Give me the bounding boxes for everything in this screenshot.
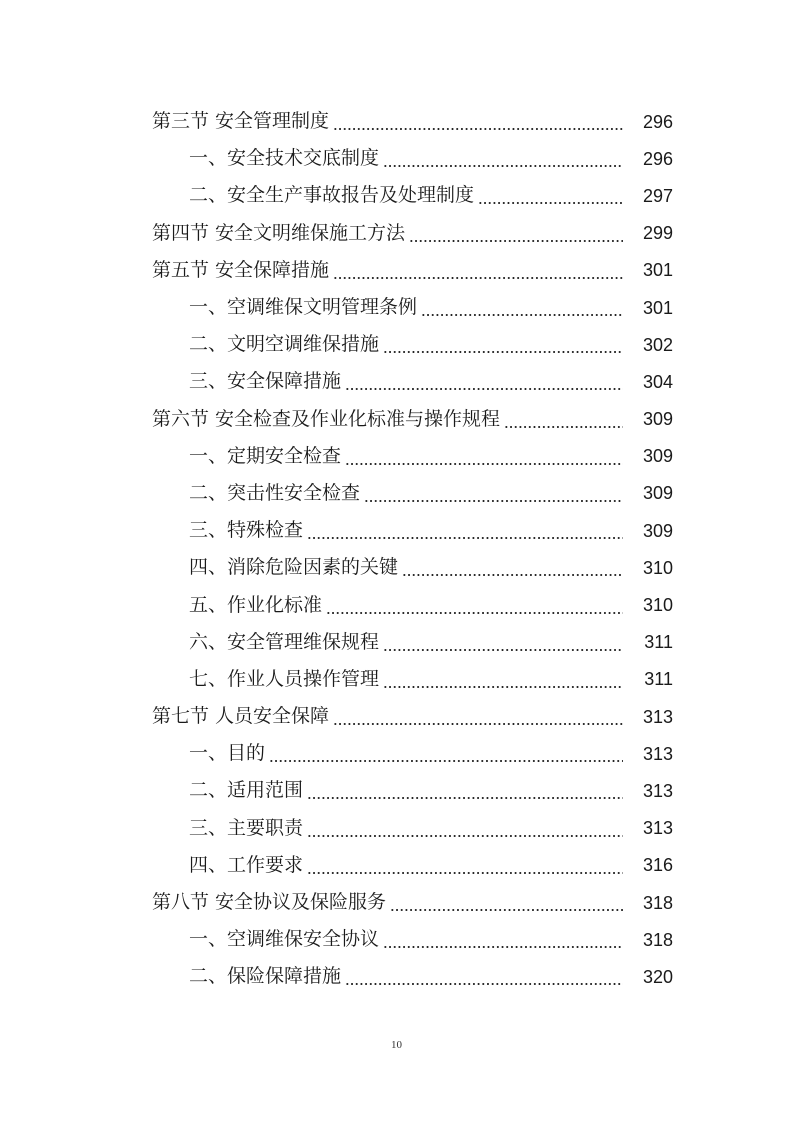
page-number: 10 — [391, 1039, 402, 1051]
toc-dot-leader — [364, 484, 623, 503]
toc-subsection-entry[interactable] — [0, 438, 793, 475]
toc-subsection-entry[interactable] — [0, 512, 793, 549]
toc-dot-leader — [307, 856, 623, 875]
toc-entry-page-number: 313 — [642, 743, 673, 764]
toc-subsection-entry[interactable] — [0, 921, 793, 958]
toc-dot-leader — [345, 372, 623, 391]
toc-entry-page-number: 301 — [642, 297, 673, 318]
toc-entry-page-number: 309 — [642, 446, 673, 467]
toc-entry-label: 五、作业化标准 — [189, 593, 323, 616]
toc-entry-page-number: 310 — [642, 595, 673, 616]
toc-subsection-entry[interactable] — [0, 847, 793, 884]
toc-dot-leader — [326, 596, 623, 615]
toc-entry-label: 第六节 安全检查及作业化标准与操作规程 — [152, 407, 501, 430]
toc-entry-page-number: 313 — [642, 706, 673, 727]
toc-entry-label: 二、突击性安全检查 — [189, 481, 361, 504]
toc-subsection-entry[interactable] — [0, 549, 793, 586]
toc-entry-page-number: 296 — [642, 148, 673, 169]
toc-subsection-entry[interactable] — [0, 661, 793, 698]
toc-entry-page-number: 311 — [644, 632, 673, 653]
toc-subsection-entry[interactable] — [0, 475, 793, 512]
toc-dot-leader — [383, 633, 623, 652]
toc-entry-label: 七、作业人员操作管理 — [189, 667, 380, 690]
toc-entry-label: 一、安全技术交底制度 — [189, 147, 380, 170]
toc-entry-page-number: 309 — [642, 409, 673, 430]
toc-entry-page-number: 301 — [642, 260, 673, 281]
toc-dot-leader — [345, 967, 623, 986]
toc-dot-leader — [409, 224, 623, 243]
toc-section-entry[interactable] — [0, 215, 793, 252]
toc-section-entry[interactable] — [0, 252, 793, 289]
toc-dot-leader — [390, 893, 623, 912]
toc-entry-page-number: 297 — [642, 185, 673, 206]
toc-entry-page-number: 320 — [642, 966, 673, 987]
toc-entry-label: 第五节 安全保障措施 — [152, 258, 330, 281]
table-of-contents — [0, 103, 793, 996]
toc-subsection-entry[interactable] — [0, 140, 793, 177]
toc-entry-label: 一、空调维保安全协议 — [189, 928, 380, 951]
toc-section-entry[interactable] — [0, 401, 793, 438]
toc-subsection-entry[interactable] — [0, 586, 793, 623]
toc-entry-page-number: 311 — [644, 669, 673, 690]
toc-entry-label: 二、适用范围 — [189, 779, 304, 802]
toc-dot-leader — [402, 558, 623, 577]
toc-entry-page-number: 309 — [642, 483, 673, 504]
toc-dot-leader — [333, 112, 623, 131]
toc-entry-page-number: 318 — [642, 892, 673, 913]
toc-dot-leader — [504, 410, 623, 429]
toc-entry-label: 第七节 人员安全保障 — [152, 705, 330, 728]
toc-subsection-entry[interactable] — [0, 810, 793, 847]
toc-dot-leader — [307, 521, 623, 540]
toc-dot-leader — [383, 149, 623, 168]
toc-entry-page-number: 313 — [642, 780, 673, 801]
toc-dot-leader — [269, 744, 623, 763]
toc-entry-label: 第八节 安全协议及保险服务 — [152, 891, 387, 914]
toc-entry-page-number: 316 — [642, 855, 673, 876]
toc-dot-leader — [383, 670, 623, 689]
toc-entry-label: 一、空调维保文明管理条例 — [189, 296, 418, 319]
toc-entry-page-number: 302 — [642, 334, 673, 355]
toc-dot-leader — [307, 781, 623, 800]
toc-entry-page-number: 309 — [642, 520, 673, 541]
toc-subsection-entry[interactable] — [0, 624, 793, 661]
toc-dot-leader — [345, 447, 623, 466]
toc-entry-label: 第三节 安全管理制度 — [152, 110, 330, 133]
toc-subsection-entry[interactable] — [0, 735, 793, 772]
toc-dot-leader — [383, 930, 623, 949]
toc-section-entry[interactable] — [0, 698, 793, 735]
toc-entry-page-number: 299 — [642, 223, 673, 244]
toc-entry-label: 六、安全管理维保规程 — [189, 630, 380, 653]
toc-subsection-entry[interactable] — [0, 772, 793, 809]
toc-entry-page-number: 318 — [642, 929, 673, 950]
toc-subsection-entry[interactable] — [0, 363, 793, 400]
toc-entry-label: 四、工作要求 — [189, 853, 304, 876]
toc-dot-leader — [307, 819, 623, 838]
toc-entry-page-number: 304 — [642, 371, 673, 392]
toc-section-entry[interactable] — [0, 884, 793, 921]
toc-entry-label: 第四节 安全文明维保施工方法 — [152, 221, 406, 244]
toc-entry-label: 一、定期安全检查 — [189, 444, 342, 467]
toc-subsection-entry[interactable] — [0, 177, 793, 214]
toc-subsection-entry[interactable] — [0, 326, 793, 363]
toc-dot-leader — [478, 186, 623, 205]
toc-entry-label: 三、安全保障措施 — [189, 370, 342, 393]
toc-subsection-entry[interactable] — [0, 289, 793, 326]
toc-subsection-entry[interactable] — [0, 958, 793, 995]
toc-entry-label: 一、目的 — [189, 742, 266, 765]
toc-entry-page-number: 310 — [642, 557, 673, 578]
toc-dot-leader — [333, 261, 623, 280]
toc-entry-page-number: 313 — [642, 818, 673, 839]
toc-dot-leader — [383, 335, 623, 354]
toc-section-entry[interactable] — [0, 103, 793, 140]
toc-entry-page-number: 296 — [642, 111, 673, 132]
toc-entry-label: 三、主要职责 — [189, 816, 304, 839]
toc-entry-label: 二、安全生产事故报告及处理制度 — [189, 184, 475, 207]
toc-entry-label: 二、保险保障措施 — [189, 965, 342, 988]
toc-dot-leader — [333, 707, 623, 726]
toc-entry-label: 四、消除危险因素的关键 — [189, 556, 399, 579]
toc-entry-label: 二、文明空调维保措施 — [189, 333, 380, 356]
toc-entry-label: 三、特殊检查 — [189, 519, 304, 542]
toc-dot-leader — [421, 298, 623, 317]
